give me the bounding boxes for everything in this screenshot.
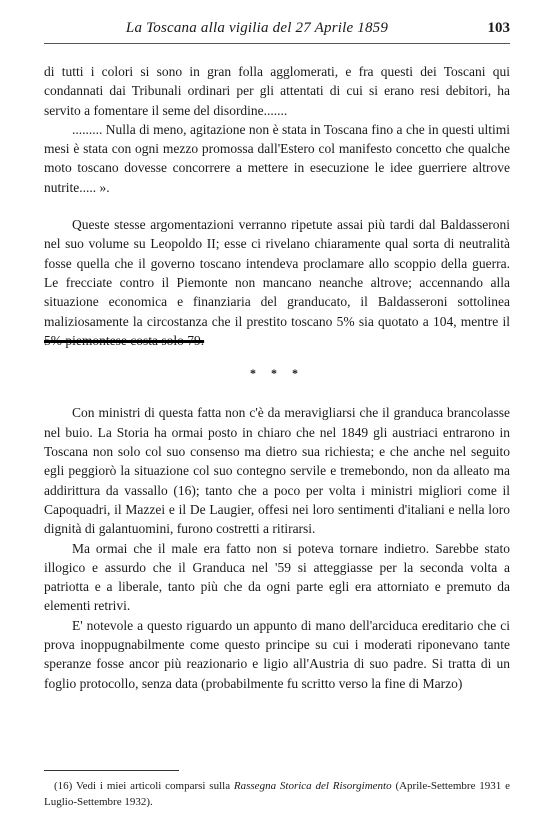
footnote-16	[44, 778, 510, 810]
footnote-journal: Rassegna Storica del Risorgimento	[233, 780, 392, 792]
paragraph-quote-end: di tutti i colori si sono in gran folla agglomerati, e fra questi dei Toscani qui condannati dai Tribunali ordinari per gli attentati di cui si erano resi debitori, ha servito a fomentare il seme del disordine.......	[44, 64, 510, 118]
paragraph-ministri: Con ministri di questa fatta non c'è da meravigliarsi che il granduca brancolasse nel buio. La Storia ha ormai posto in chiaro che nel 1849 gli austriaci entrarono in Toscana non solo col suo consenso ma dietro sua richiesta; e che anche nel seguito egli peggiorò la situazione col suo contegno servile e tremebondo, non da alleato ma addirittura da vassallo (16); tanto che a poco per volta i ministri migliori come il Capoquadri, il Mazzei e il De Laugier, offesi nei loro sentimenti d'italiani e nella loro dignità di galantuomini, furono costretti a ritirarsi.	[44, 405, 510, 537]
paragraph-baldasseroni-text: Queste stesse argomentazioni verranno ripetute assai più tardi dal Baldasseroni nel suo volume su Leopoldo II; esse ci rivelano chiaramente qual sorta di neutralità fosse quella che il governo toscano intendeva proclamare allo scoppio della guerra. Le frecciate contro il Piemonte non mancano neanche altrove; accennando alla situazione economica e finanziaria del granducato, il Baldasseroni sottolinea maliziosamente la circostanza che il prestito toscano 5% sia quotato a 104, mentre il	[44, 217, 510, 329]
footnote-prefix: (16) Vedi i miei articoli comparsi sulla	[54, 780, 234, 792]
paragraph-baldasseroni	[44, 215, 510, 350]
paragraph-quote-continuation: ......... Nulla di meno, agitazione non è stata in Toscana fino a che in questi ultimi mesi è stata con ogni mezzo promossa dall'Estero col manifesto concetto che qualche moto toscano dovesse concorrere a mettere in esecuzione le idee guerriere altrove nutrite..... ».	[44, 121, 510, 195]
paragraph-male-fatto: Ma ormai che il male era fatto non si poteva tornare indietro. Sarebbe stato illogico e assurdo che il Granduca nel '59 si atteggiasse per la seconda volta a patriotta e a liberale, tanto più che da ogni parte egli era attorniato e premuto da elementi retrivi.	[44, 540, 510, 614]
main-text	[44, 62, 510, 693]
running-title: La Toscana alla vigilia del 27 Aprile 1859	[125, 20, 389, 36]
paragraph-arciduca: E' notevole a questo riguardo un appunto di mano dell'arciduca ereditario che ci prova inoppugnabilmente come questo principe su cui i moderati riponevano tante speranze fosse ancor più reazionario e ligio all'Austria di suo padre. Si tratta di un foglio protocollo, senza data (probabilmente fu scritto verso la fine di Marzo)	[44, 617, 510, 691]
footnote-suffix: (Aprile-Settembre 1931 e Luglio-Settembre 1932).	[44, 780, 510, 808]
struck-text: 5% piemontese costa solo 79.	[44, 332, 205, 348]
header-rule	[44, 43, 510, 44]
footnote	[44, 778, 510, 810]
page-number: 103	[487, 20, 510, 36]
paragraph-gap	[44, 197, 510, 215]
footnote-rule	[44, 770, 179, 771]
page-header	[44, 20, 510, 40]
section-separator: * * *	[250, 366, 304, 381]
